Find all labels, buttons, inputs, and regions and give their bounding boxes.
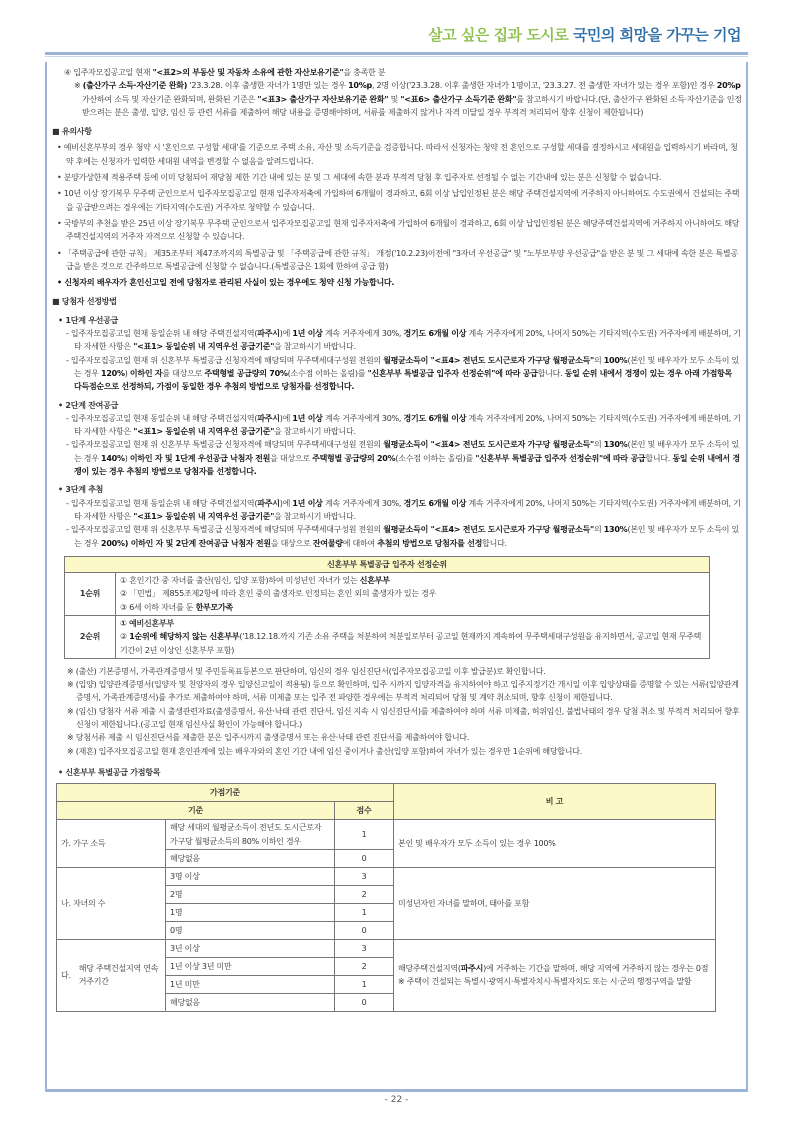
children-category: 나. 자녀의 수 bbox=[57, 867, 166, 939]
caution-item-bold: • 신청자의 배우자가 혼인신고일 전에 당첨자로 관리된 사실이 있는 경우에도 청약 신청 가능합니다. bbox=[57, 278, 395, 288]
evidence-note: ※ (출산) 기본증명서, 가족관계증명서 및 주민등록표등본으로 판단하며, 임신의 경우 임신진단서(입주자모집공고일 이후 발급분)로 확인합니다. bbox=[67, 666, 546, 676]
residence-point: 2 bbox=[335, 957, 394, 975]
rank-1-item-c: ③ 6세 이하 자녀를 둔 한부모가족 bbox=[120, 602, 233, 612]
header-divider bbox=[45, 52, 748, 55]
residence-category-label: 해당 주택건설지역 연속 거주기간 bbox=[78, 964, 159, 987]
document-body bbox=[52, 66, 742, 1012]
income-criteria-none: 해당없음 bbox=[166, 849, 335, 867]
rank-table bbox=[64, 556, 710, 659]
score-section-title: • 신혼부부 특별공급 가점항목 bbox=[58, 767, 161, 777]
children-point: 3 bbox=[335, 867, 394, 885]
residence-category bbox=[57, 939, 166, 1011]
income-criteria: 해당 세대의 월평균소득이 전년도 도시근로자 가구당 월평균소득의 80% 이하인 경우 bbox=[166, 820, 335, 850]
evidence-note: ※ 당첨서류 제출 시 임신진단서를 제출한 분은 입주시까지 출생증명서 또는 유산·낙태 관련 진단서를 제출하여야 합니다. bbox=[67, 733, 470, 743]
caution-section-title: ■ 유의사항 bbox=[52, 127, 92, 137]
caution-item: • 10년 이상 장기복무 무주택 군인으로서 입주자모집공고일 현재 입주자저축에 가입하여 6개월이 경과하고, 6회 이상 납입인정된 분은 해당 주택건설지역에 거주하지 아니하여도 수도권에서 건설되는 주택을 공급받으려는 경우에는 기타지역(수도권) 거주자로 청약할 수 있습니다. bbox=[57, 189, 740, 212]
residence-remark-line2: ※ 주택이 건설되는 특별시·광역시·특별자치시·특별자치도 또는 시·군의 행정구역을 말함 bbox=[398, 977, 692, 987]
selection-section-title: ■ 당첨자 선정방법 bbox=[52, 297, 117, 307]
residence-category-letter: 다. bbox=[61, 970, 71, 980]
income-point-none: 0 bbox=[335, 849, 394, 867]
page-number: - 22 - bbox=[384, 1095, 409, 1105]
rank-table-title: 신혼부부 특별공급 입주자 선정순위 bbox=[65, 556, 710, 572]
header-divider-thin bbox=[45, 56, 748, 57]
children-remark: 미성년자인 자녀를 말하며, 태아를 포함 bbox=[394, 867, 716, 939]
caution-item: • 「주택공급에 관한 규칙」 제35조부터 제47조까지의 특별공급 및 「주택공급에 관한 규칙」 개정('10.2.23)이전에 "3자녀 우선공급" 및 "노부모부양 우선공급"을 받은 분 및 그 세대에 속한 분은 특별공급을 받은 것으로 간주하므로 특별공급에 신청할 수 없습니다.(특별공급은 1회에 한하여 공급 함) bbox=[57, 248, 738, 271]
caution-item: • 예비신혼부부의 경우 청약 시 '혼인으로 구성할 세대'를 기준으로 주택 소유, 자산 및 소득기준을 검증합니다. 따라서 신청자는 청약 전 혼인으로 구성할 세대를 결정하시고 세대원을 입력하시기 바라며, 청약 후에는 신청자가 입력한 세대원 내역을 변경할 수 없음을 알려드립니다. bbox=[57, 143, 738, 166]
income-point: 1 bbox=[335, 820, 394, 850]
rank-1-criteria bbox=[116, 573, 710, 616]
score-point-header: 점수 bbox=[335, 802, 394, 820]
evidence-note: ※ (재혼) 입주자모집공고일 현재 혼인관계에 있는 배우자와의 혼인 기간 내에 임신 중이거나 출산(입양 포함)하여 자녀가 있는 경우만 1순위에 해당합니다. bbox=[67, 746, 583, 756]
rank-2-label: 2순위 bbox=[65, 615, 116, 658]
rank-2-item-b: ② 1순위에 해당하지 않는 신혼부부('18.12.18.까지 기존 소유 주택을 처분하여 처분일로부터 공고일 현재까지 계속하여 무주택세대구성원을 유지하면서, 공고일 현재 무주택기간이 2년 이상인 신혼부부 포함) bbox=[120, 632, 702, 655]
evidence-note: ※ (입양) 입양관계증명서(입양자 및 친양자의 경우 입양신고일이 적용됨) 등으로 확인하며, 입주 시까지 입양자격을 유지하여야 하고 입주지정기간 개시일 이후 입양상태를 증명할 수 있는 서류(입양관계증명서, 가족관계증명서)를 추가로 제출하여야 하며, 서류 미제출 또는 입주 전 파양한 경우에는 부적격 처리되어 당첨 및 계약 취소되며, 향후 신청이 제한됩니다. bbox=[67, 680, 739, 703]
residence-criteria: 3년 이상 bbox=[166, 939, 335, 957]
caution-item: • 국방부의 추천을 받은 25년 이상 장기복무 무주택 군인으로서 입주자모집공고일 현재 입주자저축에 가입하여 6개월이 경과하고, 6회 이상 납입인정된 분은 해당주택건설지역에 거주하지 아니하여도 해당주택건설지역의 거주자 자격으로 신청할 수 있습니다. bbox=[57, 218, 740, 242]
stage3-income-rule: - 입주자모집공고일 현재 위 신혼부부 특별공급 신청자격에 해당되며 무주택세대구성원 전원의 월평균소득이 "<표4> 전년도 도시근로자 가구당 월평균소득"의 130%(본인 및 배우자가 모두 소득이 있는 경우 200%) 이하인 자 및 2단계 잔여공급 낙첨자 전원을 대상으로 잔여물량에 대하여 추첨의 방법으로 당첨자를 선정합니다. bbox=[66, 525, 740, 548]
evidence-note: ※ (임신) 당첨자 서류 제출 시 출생관련자료(출생증명서, 유산·낙태 관련 진단서, 임신 지속 시 임신진단서)를 제출하여야 하며 서류 미제출, 허위임신, 불법낙태의 경우 당첨 취소 및 부적격 처리되어 향후 신청이 제한됩니다.(공고일 현재 임신사실 확인이 가능해야 합니다.) bbox=[67, 706, 740, 730]
header-slogan-part2: 국민의 희망을 가꾸는 기업 bbox=[572, 26, 741, 44]
page-header bbox=[428, 24, 741, 45]
residence-criteria: 1년 이상 3년 미만 bbox=[166, 957, 335, 975]
rank-2-criteria bbox=[116, 615, 710, 658]
stage1-region-rule: - 입주자모집공고일 현재 동일순위 내 해당 주택건설지역(파주시)에 1년 이상 계속 거주자에게 30%, 경기도 6개월 이상 계속 거주자에게 20%, 나머지 50%는 기타지역(수도권) 거주자에게 배분하며, 기타 자세한 사항은 "<표1> 동일순위 내 지역우선 공급기준"을 참고하시기 바랍니다. bbox=[66, 329, 741, 352]
residence-criteria: 1년 미만 bbox=[166, 975, 335, 993]
stage2-income-rule: - 입주자모집공고일 현재 위 신혼부부 특별공급 신청자격에 해당되며 무주택세대구성원 전원의 월평균소득이 "<표4> 전년도 도시근로자 가구당 월평균소득"의 130%(본인 및 배우자가 모두 소득이 있는 경우 140%) 이하인 자 및 1단계 우선공급 낙첨자 전원을 대상으로 주택형별 공급량의 20%(소수점 이하는 올림)를 "신혼부부 특별공급 입주자 선정순위"에 따라 공급합니다. 동일 순위 내에서 경쟁이 있는 경우 추첨의 방법으로 당첨자를 선정합니다. bbox=[66, 440, 740, 477]
children-criteria: 3명 이상 bbox=[166, 867, 335, 885]
stage2-region-rule: - 입주자모집공고일 현재 동일순위 내 해당 주택건설지역(파주시)에 1년 이상 계속 거주자에게 30%, 경기도 6개월 이상 계속 거주자에게 20%, 나머지 50%는 기타지역(수도권) 거주자에게 배분하며, 기타 자세한 사항은 "<표1> 동일순위 내 지역우선 공급기준"을 참고하시기 바랍니다. bbox=[66, 413, 741, 437]
header-slogan-part1: 살고 싶은 집과 도시로 bbox=[428, 26, 569, 44]
residence-point: 1 bbox=[335, 975, 394, 993]
score-remark-header: 비 고 bbox=[394, 784, 716, 820]
residence-point: 0 bbox=[335, 993, 394, 1011]
rank-1-item-a: ① 혼인기간 중 자녀를 출산(임신, 입양 포함)하여 미성년인 자녀가 있는 신혼부부 bbox=[120, 576, 390, 586]
income-remark: 본인 및 배우자가 모두 소득이 있는 경우 100% bbox=[394, 820, 716, 868]
stage1-title: • 1단계 우선공급 bbox=[58, 315, 119, 325]
residence-remark-line1: 해당주택건설지역(파주시)에 거주하는 기간을 말하며, 해당 지역에 거주하지 않는 경우는 0점 bbox=[398, 964, 709, 974]
score-group-header: 가점기준 bbox=[57, 784, 394, 802]
income-category: 가. 가구 소득 bbox=[57, 820, 166, 868]
rank-1-label: 1순위 bbox=[65, 573, 116, 616]
residence-point: 3 bbox=[335, 939, 394, 957]
children-point: 1 bbox=[335, 903, 394, 921]
rank-2-item-a: ① 예비신혼부부 bbox=[120, 618, 174, 628]
children-criteria: 0명 bbox=[166, 921, 335, 939]
children-criteria: 2명 bbox=[166, 885, 335, 903]
rank-1-item-b: ② 「민법」 제855조제2항에 따라 혼인 중의 출생자로 인정되는 혼인 외의 출생자가 있는 경우 bbox=[120, 589, 437, 599]
criteria-item-4: ④ 입주자모집공고일 현재 "<표2>의 부동산 및 자동차 소유에 관한 자산보유기준"을 충족한 분 bbox=[64, 68, 386, 77]
children-point: 2 bbox=[335, 885, 394, 903]
score-table bbox=[56, 783, 716, 1012]
children-criteria: 1명 bbox=[166, 903, 335, 921]
residence-remark bbox=[394, 939, 716, 1011]
children-point: 0 bbox=[335, 921, 394, 939]
score-criteria-header: 기준 bbox=[57, 802, 335, 820]
stage3-region-rule: - 입주자모집공고일 현재 동일순위 내 해당 주택건설지역(파주시)에 1년 이상 계속 거주자에게 30%, 경기도 6개월 이상 계속 거주자에게 20%, 나머지 50%는 기타지역(수도권) 거주자에게 배분하며, 기타 자세한 사항은 "<표1> 동일순위 내 지역우선 공급기준"을 참고하시기 바랍니다. bbox=[66, 498, 741, 521]
residence-criteria: 해당없음 bbox=[166, 993, 335, 1011]
stage2-title: • 2단계 잔여공급 bbox=[58, 400, 119, 410]
caution-item: • 분양가상한제 적용주택 등에 이미 당첨되어 재당첨 제한 기간 내에 있는 분 및 그 세대에 속한 분과 부적격 당첨 후 입주자로 선정될 수 없는 기간내에 있는 분은 신청할 수 없습니다. bbox=[57, 173, 662, 183]
childbirth-relief-note: ※ (출산가구 소득·자산기준 완화) '23.3.28. 이후 출생한 자녀가 1명만 있는 경우 10%p, 2명 이상('23.3.28. 이후 출생한 자녀가 1명이고, '23.3.27. 전 출생한 자녀가 있는 경우 포함)인 경우 20%p 가산하여 소득 및 자산기준 완화되며, 완화된 기준은 "<표3> 출산가구 자산보유기준 완화" 및 "<표6> 출산가구 소득기준 완화"를 참고하시기 바랍니다.(단, 출산가구 완화된 소득·자산기준을 인정받으려는 분은 출생, 입양, 임신 등 관련 서류를 제출하여 해당 내용을 증명해야하며, 서류를 제출하지 않거나 자격 미달일 경우 부적격 처리되어 향후 신청이 제한됩니다) bbox=[74, 81, 742, 117]
stage3-title: • 3단계 추첨 bbox=[58, 485, 104, 495]
stage1-income-rule: - 입주자모집공고일 현재 위 신혼부부 특별공급 신청자격에 해당되며 무주택세대구성원 전원의 월평균소득이 "<표4> 전년도 도시근로자 가구당 월평균소득"의 100%(본인 및 배우자가 모두 소득이 있는 경우 120%) 이하인 자를 대상으로 주택형별 공급량의 70%(소수점 이하는 올림)를 "신혼부부 특별공급 입주자 선정순위"에 따라 공급합니다. 동일 순위 내에서 경쟁이 있는 경우 아래 가점항목 다득점순으로 선정하되, 가점이 동일한 경우 추첨의 방법으로 당첨자를 선정합니다. bbox=[66, 355, 740, 392]
